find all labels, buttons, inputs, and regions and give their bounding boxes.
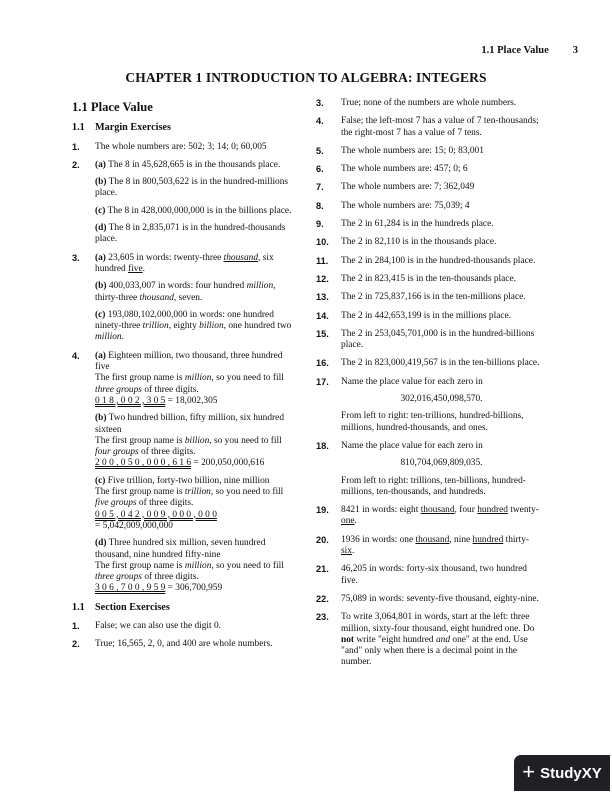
group-word: thousand <box>415 534 450 545</box>
part-b <box>95 413 294 469</box>
group-word: one <box>341 516 355 527</box>
emphasis-word: not <box>341 634 355 645</box>
item-number: 3. <box>72 252 80 263</box>
item-number: 18. <box>316 440 329 451</box>
item-answer: From left to right: ten-trillions, hundred-billions, millions, hundred-thousands, and ones. <box>341 411 524 433</box>
part-text: , seven. <box>173 292 203 303</box>
item-number: 23. <box>316 612 329 623</box>
section-exercise-10 <box>318 237 542 248</box>
item-number: 21. <box>316 564 329 575</box>
text-run: . <box>354 516 357 527</box>
group-word: trillion <box>142 321 169 332</box>
group-word: hundred <box>477 505 508 516</box>
part-label: (b) <box>95 177 107 188</box>
section-exercise-3 <box>318 98 542 109</box>
text-run: . <box>351 546 355 557</box>
text-run: twenty- <box>510 505 539 516</box>
part-text: . <box>142 263 145 274</box>
margin-exercise-1 <box>72 142 294 153</box>
section-exercise-12 <box>318 274 542 285</box>
part-label: (c) <box>95 475 106 486</box>
section-exercise-23 <box>318 612 542 668</box>
group-text: of three digits. <box>144 384 199 395</box>
group-count: three groups <box>95 572 142 583</box>
section-exercise-11 <box>318 256 542 267</box>
margin-exercise-4 <box>72 351 294 595</box>
item-number: 20. <box>316 534 329 545</box>
part-a <box>95 160 294 171</box>
item-text: Name the place value for each zero in <box>341 376 483 387</box>
group-word: hundred <box>472 534 504 545</box>
part-text: . <box>121 332 124 343</box>
section-exercise-14 <box>318 311 542 322</box>
item-text: False; we can also use the digit 0. <box>95 620 222 631</box>
group-text: , so you need to fill <box>211 373 284 384</box>
section-number: 1.1 <box>72 100 88 114</box>
section-exercise-17 <box>318 377 542 434</box>
part-label: (a) <box>95 350 106 361</box>
part-text: The 8 in 800,503,622 is in the hundred-millions place. <box>95 177 289 199</box>
part-text: Five trillion, forty-two billion, nine million <box>107 475 270 486</box>
item-number: 22. <box>316 593 329 604</box>
item-number: 11. <box>316 255 329 266</box>
item-number: 13. <box>316 292 329 303</box>
group-text: , so you need to fill <box>210 487 284 498</box>
section-exercise-9 <box>318 219 542 230</box>
digit-groups: 0 0 5 , 0 4 2 , 0 0 9 , 0 0 0 , 0 0 0 <box>95 509 217 520</box>
item-number: 4. <box>316 116 324 127</box>
item-number: 2. <box>72 639 80 650</box>
result: = 306,700,959 <box>165 583 223 594</box>
item-number: 14. <box>316 310 329 321</box>
group-text: The first group name is <box>95 435 183 446</box>
text-run: write "eight hundred <box>356 634 434 645</box>
group-word: thousand <box>139 292 174 303</box>
text-run: , nine <box>449 534 471 545</box>
section-exercise-18 <box>318 441 542 498</box>
part-text: The 8 in 45,628,665 is in the thousands place. <box>108 159 281 170</box>
part-label: (b) <box>95 281 107 292</box>
section-exercises-title <box>72 602 294 613</box>
section-exercise-21 <box>318 564 542 587</box>
section-exercise-13 <box>318 292 542 303</box>
group-text: The first group name is <box>95 373 183 384</box>
text-run: To write 3,064,801 in words, start at the left: three million, sixty-four thousand, eight hundred one. Do <box>341 612 535 634</box>
part-text: Three hundred six million, seven hundred thousand, nine hundred fifty-nine <box>95 538 266 560</box>
group-text: of three digits. <box>144 572 199 583</box>
item-text: Name the place value for each zero in <box>341 440 483 451</box>
part-label: (c) <box>95 309 106 320</box>
section-exercise-16 <box>318 358 542 369</box>
part-b <box>95 281 294 304</box>
left-column <box>72 98 294 658</box>
part-label: (d) <box>95 538 107 549</box>
item-text: The 2 in 61,284 is in the hundreds place. <box>341 219 494 230</box>
item-number: 2. <box>72 159 80 170</box>
text-run: thirty- <box>505 534 530 545</box>
part-d <box>95 538 294 594</box>
item-text: The 2 in 82,110 is in the thousands place. <box>341 237 497 248</box>
group-name: million <box>184 560 212 571</box>
emphasis-word: and <box>435 634 451 645</box>
item-text: The 2 in 284,100 is in the hundred-thousands place. <box>341 255 536 266</box>
item-number: 7. <box>316 182 324 193</box>
section-exercise-15 <box>318 329 542 352</box>
section-exercise-5 <box>318 146 542 157</box>
part-c <box>95 310 294 344</box>
group-word: five <box>128 263 143 274</box>
item-text: The whole numbers are: 457; 0; 6 <box>341 164 468 175</box>
subsection-name: Section Exercises <box>95 601 170 613</box>
part-text: , six hundred <box>95 252 274 274</box>
item-number: 12. <box>316 273 329 284</box>
item-text: The 2 in 823,415 is in the ten-thousands place. <box>341 273 516 284</box>
running-header <box>481 45 578 56</box>
group-text: , so you need to fill <box>209 435 282 446</box>
item-text <box>341 505 542 528</box>
margin-exercise-3 <box>72 253 294 344</box>
part-d <box>95 223 294 246</box>
chapter-title: CHAPTER 1 INTRODUCTION TO ALGEBRA: INTEGERS <box>125 70 487 85</box>
section-exercise-2 <box>72 639 294 650</box>
group-word: six <box>341 546 352 557</box>
result: = 5,042,009,000,000 <box>95 520 173 531</box>
item-text: The 2 in 442,653,199 is in the millions place. <box>341 310 512 321</box>
item-number: 17. <box>316 376 329 387</box>
part-text: Two hundred billion, fifty million, six hundred sixteen <box>95 413 285 435</box>
subsection-number: 1.1 <box>72 122 85 134</box>
group-word: thousand <box>420 505 455 516</box>
item-text: The 2 in 253,045,701,000 is in the hundred-billions place. <box>341 328 535 351</box>
group-count: five groups <box>95 498 137 509</box>
group-text: of three digits. <box>138 498 194 509</box>
section-exercise-7 <box>318 182 542 193</box>
item-text: The 2 in 725,837,166 is in the ten-millions place. <box>341 292 526 303</box>
group-text: of three digits. <box>141 447 196 458</box>
part-label: (a) <box>95 252 106 263</box>
right-column <box>318 98 542 676</box>
item-text: The 2 in 823,000,419,567 is in the ten-billions place. <box>341 358 540 369</box>
item-number: 16. <box>316 358 329 369</box>
group-name: million <box>184 373 212 384</box>
group-word: million <box>95 332 122 343</box>
part-text: The 8 in 428,000,000,000 is in the billions place. <box>107 205 292 216</box>
part-text: Eighteen million, two thousand, three hundred five <box>95 350 283 373</box>
item-number: 9. <box>316 219 324 230</box>
section-exercise-1 <box>72 621 294 632</box>
group-text: , so you need to fill <box>211 560 284 571</box>
part-text: , one hundred two <box>223 321 292 332</box>
text-run: 1936 in words: one <box>341 534 414 545</box>
part-a <box>95 351 294 407</box>
item-number: 19. <box>316 505 329 516</box>
result: = 200,050,000,616 <box>191 458 265 469</box>
margin-exercise-2 <box>72 160 294 246</box>
item-number: 15. <box>316 328 329 339</box>
digit-groups: 3 0 6 , 7 0 0 , 9 5 9 <box>95 583 166 594</box>
item-text: The whole numbers are: 75,039; 4 <box>341 200 470 211</box>
digit-groups: 2 0 0 , 0 5 0 , 0 0 0 , 6 1 6 <box>95 458 192 469</box>
header-section: 1.1 Place Value <box>481 45 549 56</box>
section-exercise-4 <box>318 116 542 139</box>
item-text: The whole numbers are: 7; 362,049 <box>341 182 475 193</box>
item-number: 5. <box>316 145 324 156</box>
section-exercise-22 <box>318 594 542 605</box>
text-run: 8421 in words: eight <box>341 505 419 516</box>
section-name: Place Value <box>90 100 153 114</box>
item-text <box>341 612 542 668</box>
item-text: False; the left-most 7 has a value of 7 ten-thousands; the right-most 7 has a value of 7 tens. <box>341 116 539 138</box>
text-run: one" at the end. Use "and" only when there is a decimal point in the number. <box>341 634 528 668</box>
group-count: three groups <box>95 384 142 395</box>
item-number: 10. <box>316 237 329 248</box>
item-number: 1. <box>72 141 80 152</box>
part-c <box>95 476 294 532</box>
part-label: (a) <box>95 159 106 170</box>
item-number: 6. <box>316 164 324 175</box>
part-label: (d) <box>95 223 107 234</box>
part-text: , eighty <box>168 321 197 332</box>
part-b <box>95 177 294 200</box>
page-number: 3 <box>572 45 578 56</box>
text-run: , four <box>454 505 475 516</box>
item-text: The whole numbers are: 502; 3; 14; 0; 60,005 <box>95 141 267 152</box>
part-text: 193,080,102,000,000 in words: one hundred ninety-three <box>95 309 274 332</box>
margin-exercises-title <box>72 122 294 133</box>
part-a <box>95 253 294 276</box>
item-text <box>341 535 542 558</box>
item-text: 46,205 in words: forty-six thousand, two hundred five. <box>341 564 527 586</box>
part-text: 23,605 in words: twenty-three <box>108 252 222 263</box>
item-number: 1. <box>72 620 80 631</box>
given-number: 810,704,069,809,035. <box>400 458 483 469</box>
subsection-name: Margin Exercises <box>95 122 171 134</box>
section-title <box>72 102 294 113</box>
group-name: billion <box>184 435 210 446</box>
item-answer: From left to right: trillions, ten-billions, hundred-millions, ten-thousands, and hundreds. <box>341 475 526 497</box>
item-text: The whole numbers are: 15; 0; 83,001 <box>341 145 484 156</box>
group-word: thousand <box>223 252 259 263</box>
part-label: (b) <box>95 413 107 424</box>
part-c <box>95 206 294 217</box>
group-word: billion <box>199 321 224 332</box>
given-number: 302,016,450,098,570. <box>400 394 483 405</box>
item-number: 3. <box>316 98 324 108</box>
part-text: , thirty-three <box>95 281 276 303</box>
item-text: 75,089 in words: seventy-five thousand, eighty-nine. <box>341 593 539 604</box>
part-text: 400,033,007 in words: four hundred <box>108 281 245 292</box>
item-text: True; none of the numbers are whole numbers. <box>341 98 517 108</box>
studyxy-badge[interactable] <box>514 755 610 791</box>
section-exercise-20 <box>318 535 542 558</box>
group-count: four groups <box>95 447 139 458</box>
group-text: The first group name is <box>95 560 183 571</box>
section-exercise-8 <box>318 201 542 212</box>
digit-groups: 0 1 8 , 0 0 2 , 3 0 5 <box>95 395 166 406</box>
item-number: 8. <box>316 200 324 211</box>
part-label: (c) <box>95 205 106 216</box>
brand-name: StudyXY <box>540 764 602 782</box>
group-text: The first group name is <box>95 487 183 498</box>
group-name: trillion <box>184 487 211 498</box>
result: = 18,002,305 <box>165 395 218 406</box>
section-exercise-6 <box>318 164 542 175</box>
item-number: 4. <box>72 350 80 361</box>
section-exercise-19 <box>318 505 542 528</box>
group-word: million <box>246 281 274 292</box>
plus-icon: + <box>522 759 536 784</box>
item-text: True; 16,565, 2, 0, and 400 are whole numbers. <box>95 639 273 650</box>
subsection-number: 1.1 <box>72 601 85 613</box>
part-text: The 8 in 2,835,071 is in the hundred-thousands place. <box>95 223 286 245</box>
